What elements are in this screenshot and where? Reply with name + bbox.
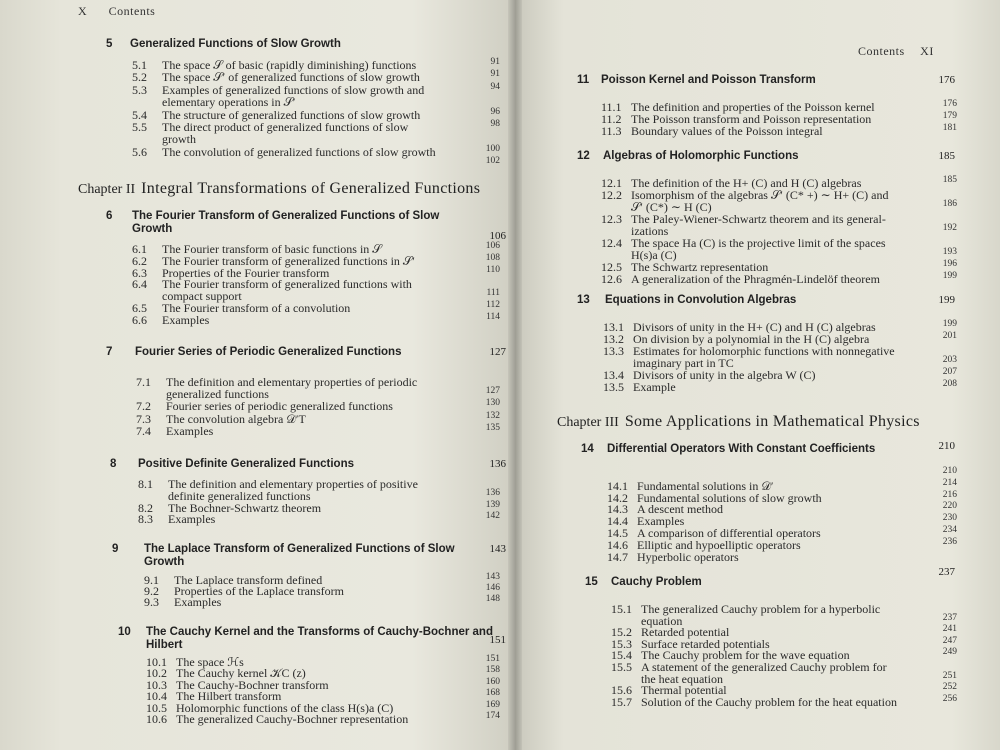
entry-title: Properties of the Fourier transform bbox=[162, 265, 330, 280]
entry-page: 181 bbox=[942, 122, 957, 133]
section-number: 7 bbox=[106, 346, 113, 358]
section-number: 8 bbox=[110, 458, 117, 470]
entry-number: 5.4 bbox=[132, 107, 147, 122]
entry-number: 12.5 bbox=[601, 260, 622, 274]
entry-title: Divisors of unity in the algebra W (C) bbox=[633, 368, 816, 382]
entry-page: 111 bbox=[486, 288, 500, 299]
section-title: Positive Definite Generalized Functions bbox=[138, 458, 354, 470]
entry-number: 12.2 bbox=[601, 188, 622, 202]
entry-title: The generalized Cauchy-Bochner representation bbox=[176, 712, 409, 726]
entry-title: The space ℋs bbox=[176, 655, 244, 669]
entry-title: The definition of the H+ (C) and H (C) algebras bbox=[631, 176, 862, 190]
entry-title: izations bbox=[631, 224, 669, 238]
running-head-right bbox=[858, 44, 934, 59]
entry-number: 13.1 bbox=[603, 320, 624, 334]
entry-page: 179 bbox=[942, 110, 957, 121]
entry-title: Examples bbox=[168, 512, 216, 527]
entry-page: 199 bbox=[942, 319, 957, 329]
chapter-label: Chapter III bbox=[557, 415, 619, 430]
page-roman-numeral: X bbox=[78, 4, 88, 18]
entry-page: 130 bbox=[485, 398, 500, 409]
section-title: Differential Operators With Constant Coefficients bbox=[607, 443, 876, 455]
entry-title: Fundamental solutions of slow growth bbox=[637, 490, 822, 505]
entry-number: 14.4 bbox=[607, 514, 628, 529]
entry-title: The Bochner-Schwartz theorem bbox=[168, 500, 322, 515]
entry-number: 5.3 bbox=[132, 82, 147, 97]
entry-title: equation bbox=[641, 613, 683, 628]
entry-title: Fundamental solutions in 𝒟′ bbox=[637, 478, 774, 493]
entry-number: 9.1 bbox=[144, 573, 159, 587]
entry-page: 100 bbox=[485, 143, 500, 154]
entry-title: Examples bbox=[174, 595, 222, 610]
section-number: 9 bbox=[112, 543, 119, 555]
entry-page: 216 bbox=[942, 489, 957, 500]
entry-number: 14.7 bbox=[607, 549, 628, 564]
entry-page: 160 bbox=[485, 676, 500, 687]
entry-title: compact support bbox=[162, 289, 242, 304]
entry-number: 15.5 bbox=[611, 660, 632, 674]
entry-title: A generalization of the Phragmén-Lindelöf theorem bbox=[631, 272, 880, 286]
entry-number: 10.6 bbox=[146, 712, 167, 726]
entry-title: A statement of the generalized Cauchy problem for bbox=[641, 660, 887, 674]
toc-entry bbox=[603, 381, 676, 394]
section-title: The Cauchy Kernel and the Transforms of Cauchy-Bochner and bbox=[146, 626, 493, 638]
entry-page: 192 bbox=[942, 223, 957, 233]
section-page: 127 bbox=[489, 346, 506, 358]
entry-number: 12.1 bbox=[601, 176, 622, 190]
entry-number: 13.2 bbox=[603, 332, 624, 346]
entry-page: 135 bbox=[485, 422, 500, 433]
entry-number: 6.6 bbox=[132, 312, 147, 327]
entry-title: Examples bbox=[166, 423, 214, 438]
entry-title: imaginary part in TC bbox=[633, 356, 734, 370]
entry-number: 8.1 bbox=[138, 477, 153, 491]
entry-page: 96 bbox=[490, 106, 500, 117]
entry-number: 8.2 bbox=[138, 500, 153, 515]
entry-number: 13.4 bbox=[603, 368, 624, 382]
section-number: 12 bbox=[577, 150, 590, 162]
section-title-cont: Growth bbox=[144, 556, 185, 568]
entry-page: 208 bbox=[942, 379, 957, 389]
toc-entry bbox=[611, 696, 897, 709]
entry-title: growth bbox=[162, 132, 196, 147]
entry-page: 203 bbox=[942, 355, 957, 365]
entry-number: 8.3 bbox=[138, 512, 153, 527]
entry-number: 5.1 bbox=[132, 58, 147, 72]
entry-title: The Laplace transform defined bbox=[174, 573, 323, 587]
entry-title: Examples of generalized functions of slow growth and bbox=[162, 82, 425, 97]
section-page: 199 bbox=[938, 294, 955, 306]
entry-page: 176 bbox=[942, 99, 957, 109]
entry-page: 91 bbox=[490, 57, 500, 67]
entry-title: H(s)a (C) bbox=[631, 248, 677, 262]
entry-page: 108 bbox=[485, 252, 500, 263]
section-title: The Laplace Transform of Generalized Functions of Slow bbox=[144, 543, 455, 555]
entry-title: The Schwartz representation bbox=[631, 260, 769, 274]
running-head-left bbox=[78, 4, 155, 19]
page-roman-numeral: XI bbox=[920, 44, 934, 58]
entry-title: Thermal potential bbox=[641, 683, 727, 698]
section-number: 10 bbox=[118, 626, 131, 638]
chapter-title: Integral Transformations of Generalized Functions bbox=[141, 180, 481, 197]
entry-number: 15.6 bbox=[611, 683, 632, 698]
entry-page: 132 bbox=[485, 410, 500, 421]
entry-page: 168 bbox=[485, 688, 500, 699]
entry-title: On division by a polynomial in the H (C) algebra bbox=[633, 332, 870, 346]
chapter-label: Chapter II bbox=[78, 182, 136, 197]
toc-entry bbox=[136, 413, 306, 426]
section-title: Generalized Functions of Slow Growth bbox=[130, 38, 341, 50]
entry-title: The space Ha (C) is the projective limit of the spaces bbox=[631, 236, 886, 250]
entry-number: 14.3 bbox=[607, 502, 628, 517]
section-page: 176 bbox=[938, 74, 955, 86]
entry-title: The definition and elementary properties of positive bbox=[168, 477, 418, 491]
toc-entry bbox=[138, 513, 215, 526]
running-head-title: Contents bbox=[858, 44, 905, 58]
entry-page: 112 bbox=[486, 300, 500, 310]
entry-page: 186 bbox=[942, 199, 957, 209]
entry-number: 9.2 bbox=[144, 584, 159, 599]
entry-title: The Cauchy kernel 𝒦C (z) bbox=[176, 666, 306, 681]
entry-number: 15.2 bbox=[611, 625, 632, 640]
entry-page: 214 bbox=[942, 477, 957, 488]
entry-page: 94 bbox=[490, 81, 500, 92]
entry-page: 210 bbox=[942, 466, 957, 476]
section-title: Equations in Convolution Algebras bbox=[605, 294, 797, 306]
entry-number: 6.5 bbox=[132, 301, 147, 315]
section-number: 14 bbox=[581, 443, 594, 455]
entry-number: 15.4 bbox=[611, 648, 632, 663]
entry-page: 241 bbox=[942, 624, 957, 635]
entry-page: 142 bbox=[485, 511, 500, 522]
entry-number: 6.3 bbox=[132, 265, 147, 280]
entry-number: 12.4 bbox=[601, 236, 622, 250]
entry-page: 174 bbox=[485, 711, 500, 721]
section-number: 15 bbox=[585, 576, 598, 588]
section-page: 185 bbox=[938, 150, 955, 162]
entry-number: 5.2 bbox=[132, 70, 147, 85]
entry-page: 247 bbox=[942, 635, 957, 646]
chapter-heading bbox=[78, 180, 480, 198]
section-page: 151 bbox=[489, 634, 506, 646]
chapter-title: Some Applications in Mathematical Physics bbox=[624, 413, 920, 430]
entry-page: 201 bbox=[942, 331, 957, 341]
entry-number: 7.4 bbox=[136, 423, 151, 438]
entry-number: 10.2 bbox=[146, 666, 167, 681]
entry-number: 12.3 bbox=[601, 212, 622, 226]
entry-title: elementary operations in 𝒮′ bbox=[162, 95, 296, 110]
entry-page: 256 bbox=[942, 693, 957, 704]
running-head-title: Contents bbox=[108, 4, 156, 18]
toc-entry bbox=[607, 551, 739, 564]
section-number: 5 bbox=[106, 38, 113, 50]
entry-number: 14.5 bbox=[607, 526, 628, 540]
entry-title: 𝒮′ (C*) ∼ H (C) bbox=[631, 200, 712, 214]
entry-title: Examples bbox=[637, 514, 685, 529]
entry-title: The Fourier transform of generalized functions with bbox=[162, 277, 412, 292]
entry-title: The definition and elementary properties of periodic bbox=[166, 375, 418, 389]
entry-number: 7.2 bbox=[136, 399, 151, 414]
section-title: The Fourier Transform of Generalized Functions of Slow bbox=[132, 210, 440, 222]
entry-number: 7.3 bbox=[136, 411, 151, 426]
entry-number: 14.6 bbox=[607, 537, 628, 552]
entry-page: 136 bbox=[485, 487, 500, 498]
entry-number: 9.3 bbox=[144, 595, 159, 610]
entry-title: The convolution of generalized functions of slow growth bbox=[162, 144, 436, 159]
entry-number: 6.2 bbox=[132, 253, 147, 268]
entry-title: The Fourier transform of a convolution bbox=[162, 301, 351, 315]
entry-title: Elliptic and hypoelliptic operators bbox=[637, 537, 801, 552]
entry-title: Boundary values of the Poisson integral bbox=[631, 123, 823, 138]
entry-title: Estimates for holomorphic functions with nonnegative bbox=[633, 344, 895, 358]
entry-title: The Poisson transform and Poisson representation bbox=[631, 111, 872, 126]
entry-number: 13.3 bbox=[603, 344, 624, 358]
entry-number: 10.1 bbox=[146, 655, 167, 669]
entry-title: The structure of generalized functions of slow growth bbox=[162, 107, 421, 122]
entry-title: The Fourier transform of basic functions in 𝒮 bbox=[162, 242, 382, 256]
entry-page: 102 bbox=[485, 156, 500, 167]
entry-title: The Hilbert transform bbox=[176, 689, 282, 704]
toc-entry bbox=[146, 713, 408, 726]
entry-title: The Cauchy-Bochner transform bbox=[176, 677, 329, 692]
section-page: 237 bbox=[938, 566, 955, 578]
entry-title: The space 𝒮′ of generalized functions of slow growth bbox=[162, 70, 420, 85]
entry-page: 199 bbox=[942, 271, 957, 281]
entry-number: 15.3 bbox=[611, 636, 632, 651]
entry-title: The space 𝒮 of basic (rapidly diminishing) functions bbox=[162, 58, 417, 72]
entry-title: Example bbox=[633, 380, 676, 394]
entry-page: 196 bbox=[942, 259, 957, 269]
entry-page: 185 bbox=[942, 175, 957, 185]
entry-title: Retarded potential bbox=[641, 625, 730, 640]
section-page: 210 bbox=[938, 440, 955, 452]
book-gutter bbox=[508, 0, 522, 750]
entry-page: 148 bbox=[485, 594, 500, 605]
section-number: 6 bbox=[106, 210, 113, 222]
entry-title: Properties of the Laplace transform bbox=[174, 584, 344, 599]
section-title: Poisson Kernel and Poisson Transform bbox=[601, 74, 816, 86]
entry-number: 6.1 bbox=[132, 242, 147, 256]
section-page: 106 bbox=[489, 230, 506, 242]
entry-title: The direct product of generalized functions of slow bbox=[162, 120, 409, 134]
entry-page: 98 bbox=[490, 119, 500, 129]
entry-number: 14.2 bbox=[607, 490, 628, 505]
entry-number: 7.1 bbox=[136, 375, 151, 389]
entry-page: 207 bbox=[942, 367, 957, 377]
entry-title: Hyperbolic operators bbox=[637, 549, 739, 564]
entry-number: 5.5 bbox=[132, 120, 147, 134]
entry-title: A comparison of differential operators bbox=[637, 526, 821, 540]
section-page: 136 bbox=[489, 458, 506, 470]
section-title: Algebras of Holomorphic Functions bbox=[603, 150, 799, 162]
section-title-cont: Hilbert bbox=[146, 639, 183, 651]
entry-page: 127 bbox=[485, 386, 500, 397]
entry-number: 10.4 bbox=[146, 689, 167, 704]
entry-title: A descent method bbox=[637, 502, 723, 517]
toc-entry bbox=[132, 158, 162, 171]
entry-number: 14.1 bbox=[607, 478, 628, 493]
entry-title: Isomorphism of the algebras 𝒮′ (C* +) ∼ H+ (C) and bbox=[631, 188, 889, 202]
entry-title: the heat equation bbox=[641, 671, 723, 686]
entry-number: 5.6 bbox=[132, 144, 147, 159]
entry-title: Divisors of unity in the H+ (C) and H (C) algebras bbox=[633, 320, 876, 334]
entry-page: 169 bbox=[485, 699, 500, 710]
entry-number: 10.3 bbox=[146, 677, 167, 692]
entry-number: 15.7 bbox=[611, 694, 632, 709]
entry-page: 252 bbox=[942, 682, 957, 693]
entry-page: 143 bbox=[485, 572, 500, 582]
right-page bbox=[515, 0, 1000, 750]
section-number: 13 bbox=[577, 294, 590, 306]
entry-title: Examples bbox=[162, 312, 210, 327]
toc-entry bbox=[144, 596, 221, 609]
entry-title: The Paley-Wiener-Schwartz theorem and its general- bbox=[631, 212, 886, 226]
section-number: 11 bbox=[577, 74, 590, 86]
entry-title: generalized functions bbox=[166, 387, 269, 402]
entry-number: 11.1 bbox=[601, 100, 622, 114]
entry-page: 114 bbox=[486, 311, 500, 322]
entry-number: 15.1 bbox=[611, 602, 632, 616]
entry-title: The Cauchy problem for the wave equation bbox=[641, 648, 850, 663]
entry-number: 11.2 bbox=[601, 111, 622, 126]
entry-title: definite generalized functions bbox=[168, 488, 311, 503]
entry-page: 146 bbox=[485, 583, 500, 594]
toc-entry bbox=[601, 125, 823, 138]
section-page: 143 bbox=[489, 543, 506, 555]
entry-number: 6.4 bbox=[132, 277, 147, 292]
entry-title: The Fourier transform of generalized functions in 𝒮′ bbox=[162, 253, 415, 268]
entry-page: 236 bbox=[942, 536, 957, 547]
section-title: Fourier Series of Periodic Generalized Functions bbox=[135, 346, 402, 358]
toc-entry bbox=[136, 425, 213, 438]
entry-page: 151 bbox=[485, 654, 500, 664]
section-title-cont: Growth bbox=[132, 223, 173, 235]
toc-entry bbox=[601, 273, 880, 286]
entry-number: 11.3 bbox=[601, 123, 622, 138]
entry-title: Fourier series of periodic generalized functions bbox=[166, 399, 393, 414]
section-title: Cauchy Problem bbox=[611, 576, 702, 588]
entry-page: 237 bbox=[942, 612, 957, 623]
toc-entry bbox=[132, 314, 209, 327]
entry-page: 139 bbox=[485, 499, 500, 510]
entry-page: 251 bbox=[942, 670, 957, 681]
entry-page: 106 bbox=[485, 241, 500, 251]
entry-page: 220 bbox=[942, 501, 957, 512]
entry-title: Solution of the Cauchy problem for the heat equation bbox=[641, 694, 897, 709]
entry-page: 110 bbox=[486, 264, 500, 275]
entry-page: 158 bbox=[485, 665, 500, 676]
entry-title: The generalized Cauchy problem for a hyperbolic bbox=[641, 602, 881, 616]
toc-entry bbox=[132, 146, 436, 159]
entry-number: 12.6 bbox=[601, 272, 622, 286]
entry-number: 10.5 bbox=[146, 700, 167, 715]
entry-number: 13.5 bbox=[603, 380, 624, 394]
entry-page: 193 bbox=[942, 247, 957, 257]
entry-title: Holomorphic functions of the class H(s)a (C) bbox=[176, 700, 394, 715]
entry-title: Surface retarded potentials bbox=[641, 636, 770, 651]
entry-page: 230 bbox=[942, 513, 957, 524]
entry-page: 234 bbox=[942, 525, 957, 535]
entry-title: The convolution algebra 𝒟′T bbox=[166, 411, 306, 426]
chapter-heading bbox=[557, 413, 920, 431]
entry-page: 91 bbox=[490, 69, 500, 80]
entry-title: The definition and properties of the Poisson kernel bbox=[631, 100, 875, 114]
entry-page: 249 bbox=[942, 647, 957, 658]
